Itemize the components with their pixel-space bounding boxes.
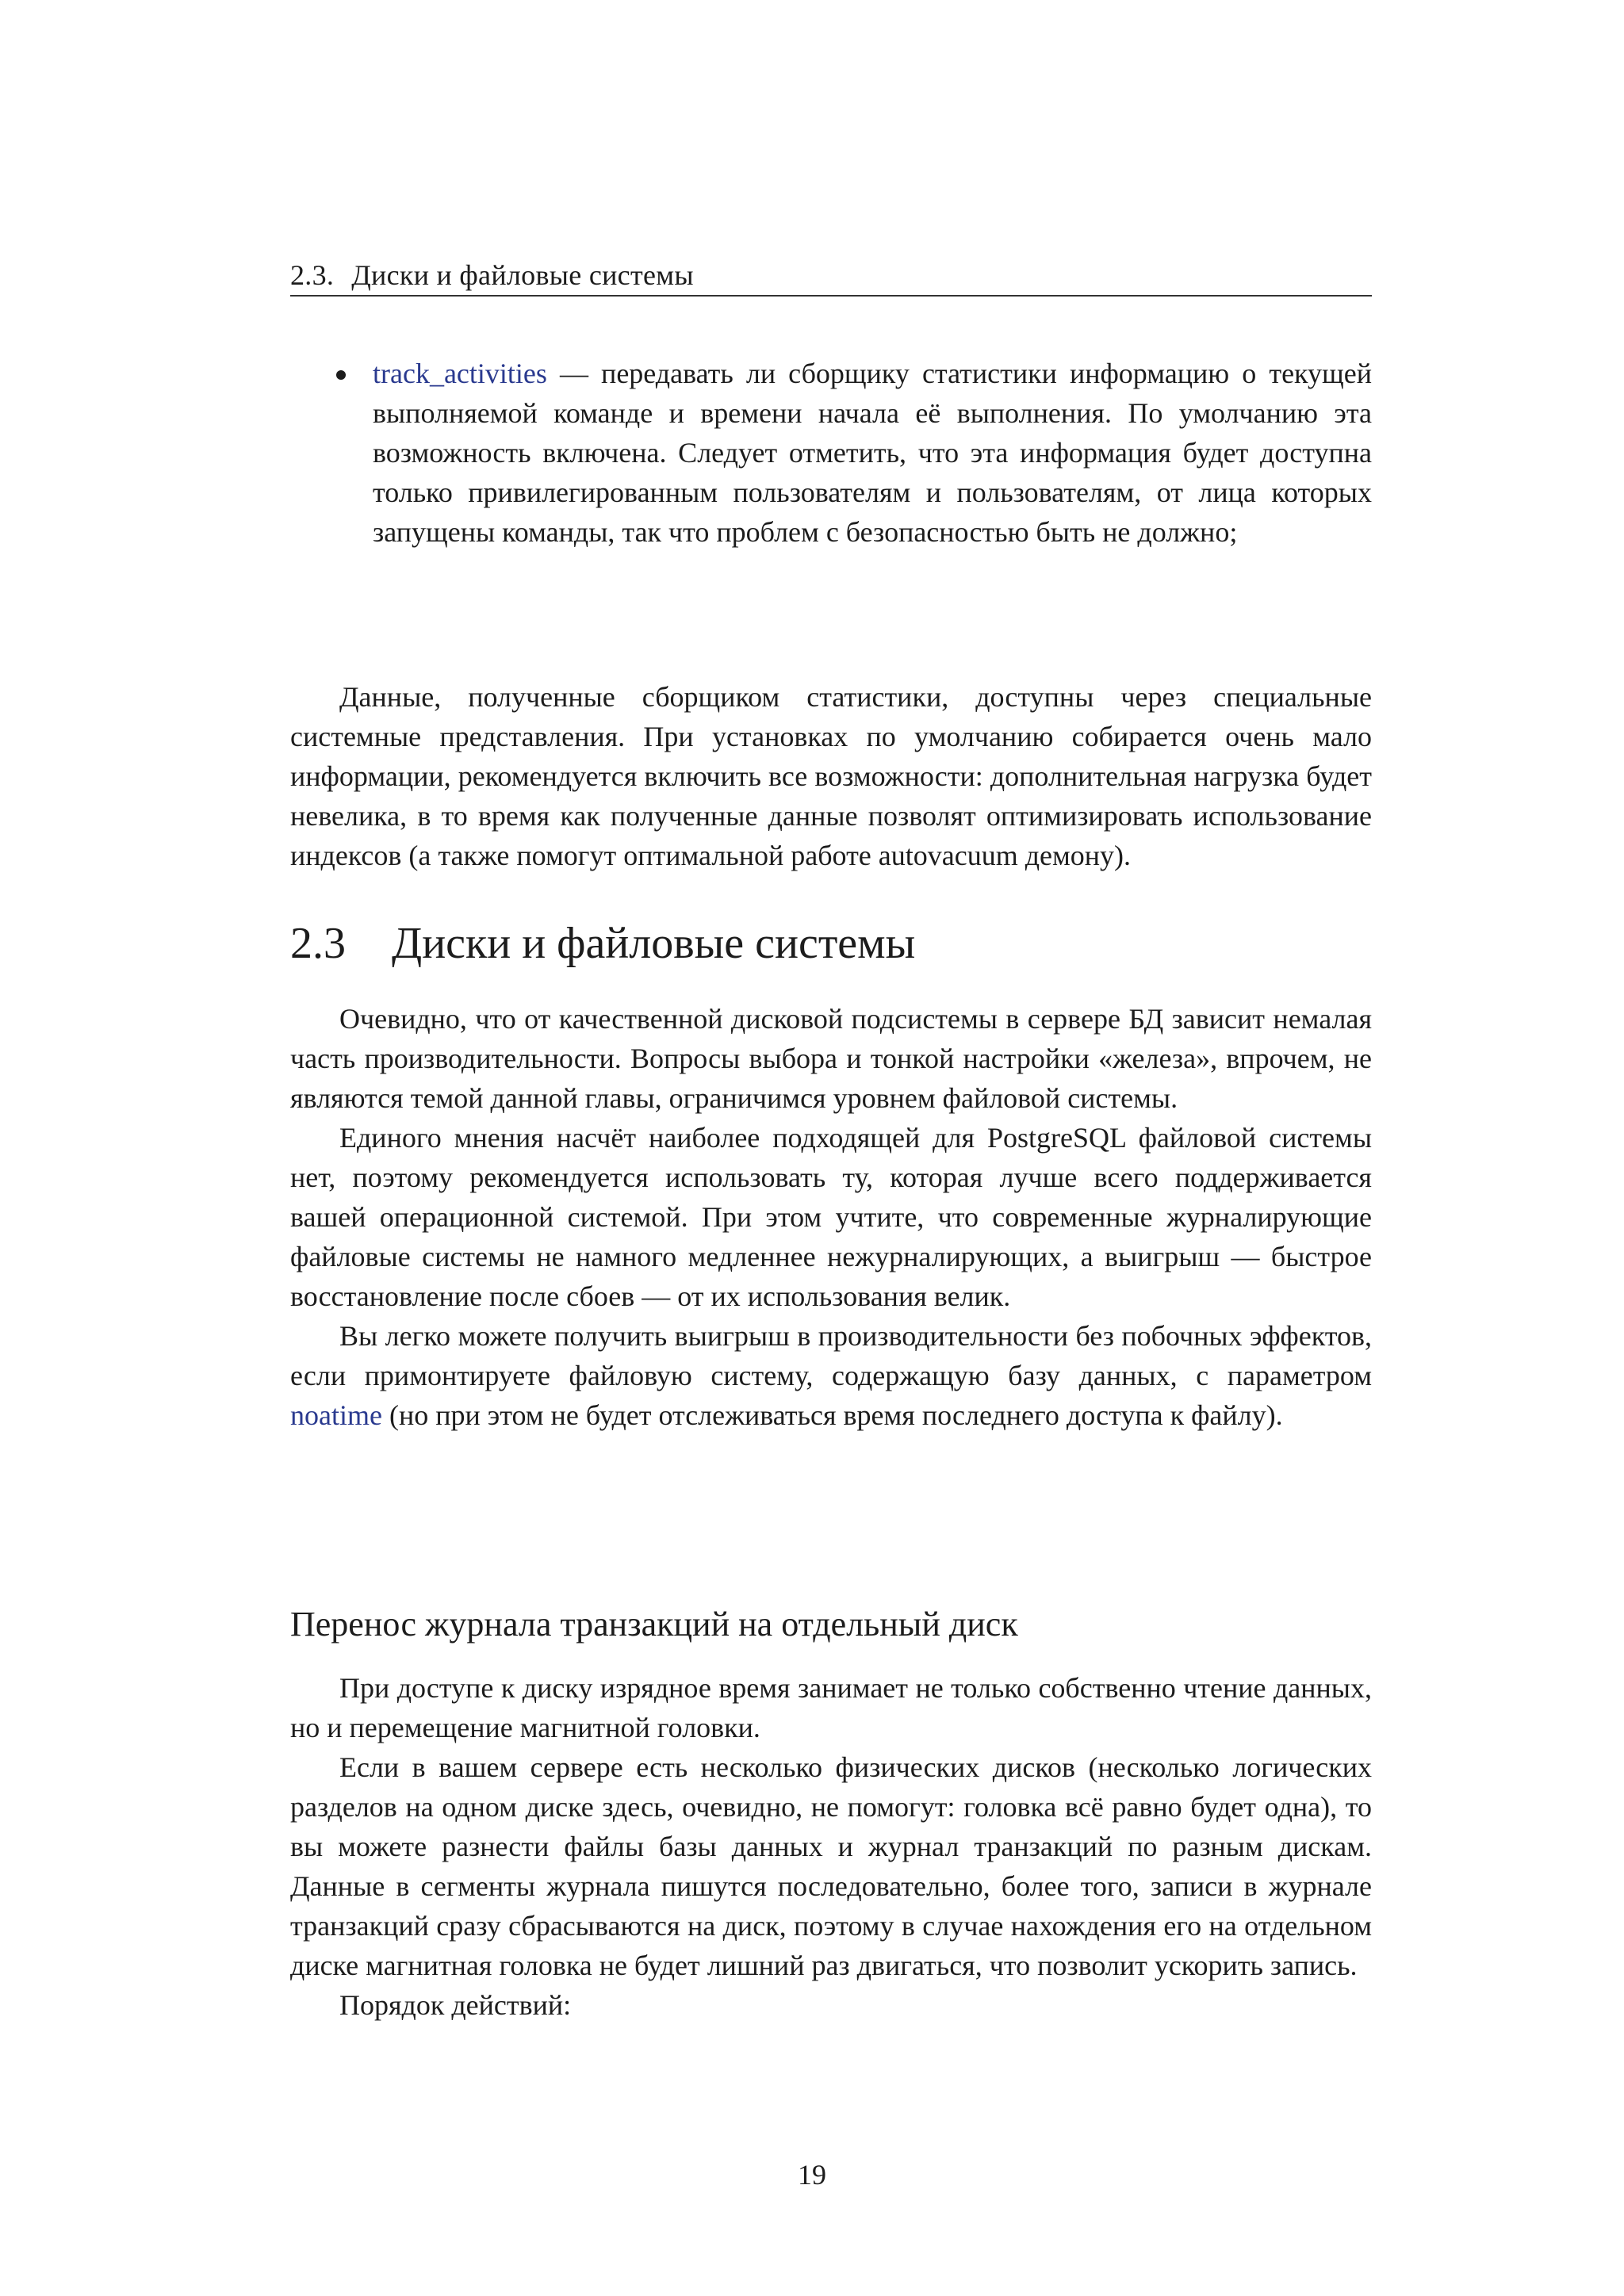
noatime-link[interactable]: noatime <box>290 1399 382 1431</box>
section-heading <box>290 912 1372 975</box>
bullet-text: — передавать ли сборщику статистики информацию о текущей выполняемой команде и времени начала её выполнения. По умолчанию эта возможность включена. Следует отметить, что эта информация будет доступна только привилегированным пользователям и пользователям, от лица которых запущены команды, так что проблем с безопасностью быть не должно; <box>373 358 1372 548</box>
noatime-paragraph-before: Вы легко можете получить выигрыш в производительности без побочных эффектов, если примонтируете файловую систему, содержащую базу данных, с параметром <box>290 1320 1372 1391</box>
section-paragraph-1: Очевидно, что от качественной дисковой подсистемы в сервере БД зависит немалая часть производительности. Вопросы выбора и тонкой настройки «железа», впрочем, не являются темой данной главы, ограничимся уровнем файловой системы. <box>290 1003 1372 1114</box>
running-head-number: 2.3. <box>290 259 335 291</box>
bullet-item-track-activities <box>290 354 1372 552</box>
subsection-paragraph-3: Порядок действий: <box>339 1989 572 2021</box>
noatime-paragraph <box>290 1316 1372 1435</box>
subsection-paragraph-1: При доступе к диску изрядное время занимает не только собственно чтение данных, но и перемещение магнитной головки. <box>290 1672 1372 1743</box>
subsection-paragraph-2: Если в вашем сервере есть несколько физических дисков (несколько логических разделов на одном диске здесь, очевидно, не помогут: головка всё равно будет одна), то вы можете разнести файлы базы данных и журнал транзакций по разным дискам. Данные в сегменты журнала пишутся последовательно, более того, записи в журнале транзакций сразу сбрасываются на диск, поэтому в случае нахождения его на отдельном диске магнитная головка не будет лишний раз двигаться, что позволит ускорить запись. <box>290 1751 1372 1981</box>
track-activities-term[interactable]: track_activities <box>373 358 547 389</box>
bullet-dot-icon <box>336 370 346 380</box>
noatime-paragraph-after: (но при этом не будет отслеживаться время последнего доступа к файлу). <box>381 1399 1283 1431</box>
running-head <box>290 255 1372 297</box>
running-head-title: Диски и файловые системы <box>351 259 694 291</box>
subsection-heading: Перенос журнала транзакций на отдельный диск <box>290 1605 1018 1644</box>
stats-paragraph: Данные, полученные сборщиком статистики, доступны через специальные системные представления. При установках по умолчанию собирается очень мало информации, рекомендуется включить все возможности: дополнительная нагрузка будет невелика, в то время как полученные данные позволят оптимизировать использование индексов (а также помогут оптимальной работе autovacuum демону). <box>290 681 1372 871</box>
section-number: 2.3 <box>290 919 346 968</box>
subsection-body <box>290 1668 1372 2025</box>
stats-paragraph-block <box>290 677 1372 875</box>
section-paragraph-2: Единого мнения насчёт наиболее подходящей для PostgreSQL файловой системы нет, поэтому рекомендуется использовать ту, которая лучше всего поддерживается вашей операционной системой. При этом учтите, что современные журналирующие файловые системы не намного медленнее нежурналирующих, а выигрыш — быстрое восстановление после сбоев — от их использования велик. <box>290 1122 1372 1312</box>
bullet-list <box>290 354 1372 552</box>
section-title: Диски и файловые системы <box>392 919 916 968</box>
section-body <box>290 999 1372 1435</box>
page-number: 19 <box>798 2159 826 2191</box>
